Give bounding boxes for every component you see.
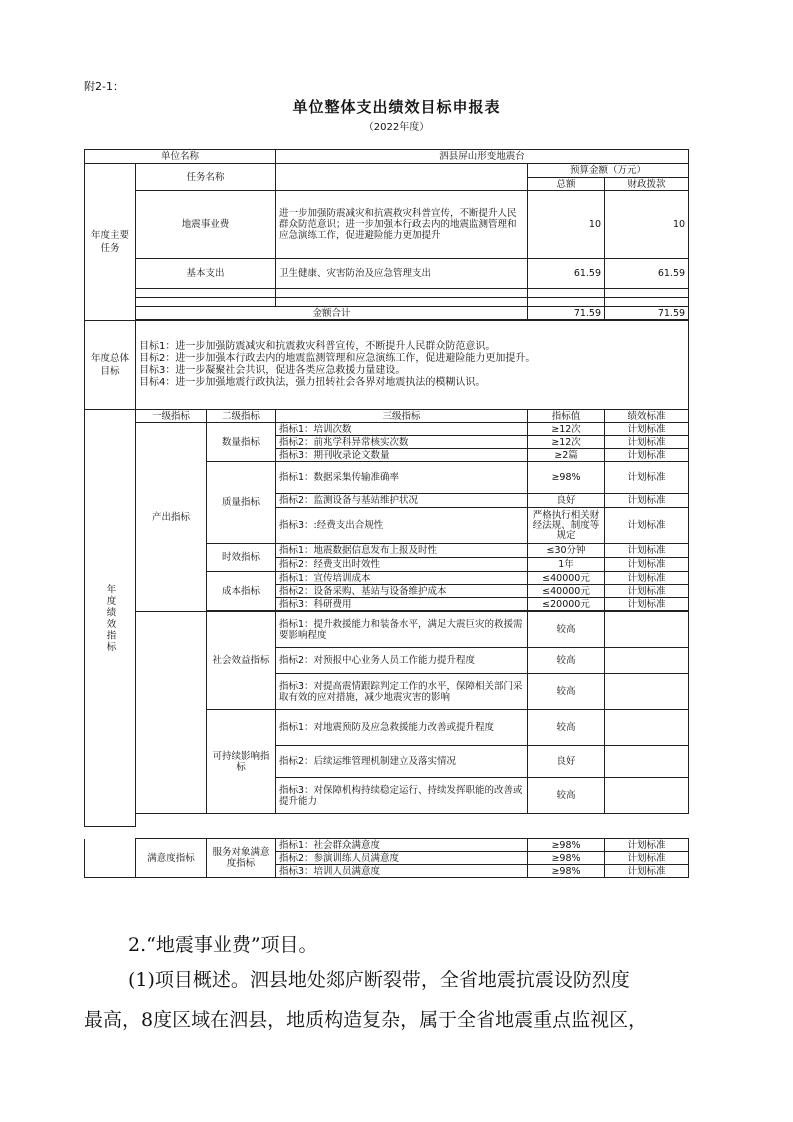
sum-total: 71.59 (528, 307, 605, 320)
indicator-name: 指标1：社会群众满意度 (276, 839, 528, 852)
indicator-name: 指标1：对地震预防及应急救援能力改善或提升程度 (276, 710, 528, 746)
goals-row (85, 321, 689, 410)
task-fiscal: 10 (605, 191, 689, 259)
indicator-standard: 计划标准 (605, 839, 689, 852)
l1-header: 一级指标 (136, 410, 207, 423)
indicator-standard: 计划标准 (605, 585, 689, 598)
indicator-name: 指标1：地震数据信息发布上报及时性 (276, 544, 528, 558)
performance-table (84, 149, 689, 827)
indicator-name: 指标2：对预报中心业务人员工作能力提升程度 (276, 648, 528, 674)
indicator-name: 指标1：提升救援能力和装备水平，满足大震巨灾的救援需要影响程度 (276, 612, 528, 648)
value-header: 指标值 (528, 410, 605, 423)
indicator-name: 指标2：经费支出时效性 (276, 558, 528, 572)
body-paragraph: (1)项目概述。泗县地处郯庐断裂带，全省地震抗震设防烈度 (128, 969, 630, 991)
indicator-value: 较高 (528, 778, 605, 814)
satisfaction-l1: 满意度指标 (136, 839, 207, 878)
indicator-section-text: 年度绩效指标 (104, 583, 116, 653)
indicator-value: ≤30分钟 (528, 544, 605, 558)
indicator-standard: 计划标准 (605, 449, 689, 462)
indicator-standard: 计划标准 (605, 572, 689, 585)
indicator-name: 指标3：培训人员满意度 (276, 865, 528, 878)
task-desc: 卫生健康、灾害防治及应急管理支出 (276, 259, 528, 289)
indicator-standard: 计划标准 (605, 558, 689, 572)
sum-fiscal: 71.59 (605, 307, 689, 320)
task-fiscal: 61.59 (605, 259, 689, 289)
indicator-standard: 计划标准 (605, 462, 689, 494)
unit-row (85, 150, 689, 164)
indicator-name: 指标3：科研费用 (276, 598, 528, 611)
indicator-value: 较高 (528, 648, 605, 674)
indicator-value: ≥98% (528, 865, 605, 878)
indicator-name: 指标1：数据采集传输准确率 (276, 462, 528, 494)
indicator-standard: 计划标准 (605, 508, 689, 544)
indicator-name: 指标3：期刊收录论文数量 (276, 449, 528, 462)
goal-item: 目标1：进一步加强防震减灾和抗震救灾科普宣传，不断提升人民群众防范意识。 (139, 341, 496, 352)
total-header: 总额 (528, 178, 605, 191)
section-annual-indicators (85, 410, 136, 827)
indicator-value: ≤40000元 (528, 585, 605, 598)
unit-label: 单位名称 (85, 150, 276, 164)
indicator-name: 指标2：设备采购、基站与设备维护成本 (276, 585, 528, 598)
budget-header-visible: 预算金额（万元） (528, 164, 689, 178)
task-total: 61.59 (528, 259, 605, 289)
indicator-name: 指标2：监测设备与基站维护状况 (276, 494, 528, 508)
goals-list (136, 321, 689, 410)
indicator-standard: 计划标准 (605, 436, 689, 449)
l2-header: 二级指标 (207, 410, 276, 423)
l3-header: 三级指标 (276, 410, 528, 423)
indicator-value: ≤20000元 (528, 598, 605, 611)
indicator-standard: 计划标准 (605, 544, 689, 558)
indicator-name: 指标2：后续运维管理机制建立及落实情况 (276, 746, 528, 778)
task-name: 基本支出 (136, 259, 276, 289)
indicator-value: 较高 (528, 612, 605, 648)
sum-label: 金额合计 (136, 307, 528, 320)
task-row (85, 191, 689, 259)
indicator-name: 指标3：:经费支出合规性 (276, 508, 528, 544)
indicator-name: 指标1：培训次数 (276, 423, 528, 436)
timeliness-l2: 时效指标 (207, 544, 276, 572)
indicator-name: 指标3：对保障机构持续稳定运行、持续发挥职能的改善或提升能力 (276, 778, 528, 814)
goal-item: 目标2：进一步加强本行政去内的地震监测管理和应急演练工作，促进避险能力更加提升。 (139, 353, 536, 364)
task-sum-row (85, 307, 689, 320)
form-year: （2022年度） (363, 122, 430, 133)
body-paragraph: 最高，8度区域在泗县，地质构造复杂，属于全省地震重点监视区， (84, 1009, 648, 1031)
section-annual-tasks: 年度主要任务 (85, 164, 136, 321)
indicator-value: ≥12次 (528, 436, 605, 449)
section-annual-goals: 年度总体目标 (85, 321, 136, 410)
task-total: 10 (528, 191, 605, 259)
indicator-name: 指标2：前兆学科异常核实次数 (276, 436, 528, 449)
indicator-value: ≤40000元 (528, 572, 605, 585)
task-desc-header (276, 164, 528, 191)
body-heading: 2.“地震事业费”项目。 (128, 934, 318, 956)
task-desc: 进一步加强防震减灾和抗震救灾科普宣传，不断提升人民群众防范意识；进一步加强本行政去内的地震监测管理和应急演练工作，促进避险能力更加提升 (276, 191, 528, 259)
indicator-value: 严格执行相关财经法规、制度等规定 (528, 508, 605, 544)
satisfaction-table (84, 838, 689, 878)
indicator-standard: 计划标准 (605, 865, 689, 878)
indicator-name: 指标1：宣传培训成本 (276, 572, 528, 585)
quality-l2: 质量指标 (207, 462, 276, 544)
satisfaction-l2: 服务对象满意度指标 (207, 839, 276, 878)
task-name: 地震事业费 (136, 191, 276, 259)
task-row (85, 259, 689, 289)
indicator-value: ≥98% (528, 852, 605, 865)
indicator-value: 良好 (528, 746, 605, 778)
fiscal-header: 财政拨款 (605, 178, 689, 191)
goal-item: 目标4：进一步加强地震行政执法，强力扭转社会各界对地震执法的模糊认识。 (139, 377, 486, 388)
indicator-standard-blank (605, 612, 689, 648)
indicator-value: 1年 (528, 558, 605, 572)
output-l1: 产出指标 (136, 423, 207, 612)
cost-l2: 成本指标 (207, 572, 276, 611)
indicator-standard: 计划标准 (605, 852, 689, 865)
indicator-value: ≥98% (528, 839, 605, 852)
indicator-standard: 计划标准 (605, 423, 689, 436)
task-name-header: 任务名称 (136, 164, 276, 191)
social-l2: 社会效益指标 (207, 612, 276, 710)
form-title: 单位整体支出绩效目标申报表 (292, 98, 501, 116)
indicator-value: ≥98% (528, 462, 605, 494)
indicator-name: 指标2：参演训练人员满意度 (276, 852, 528, 865)
attachment-label: 附2-1： (84, 80, 124, 93)
indicator-value: ≥12次 (528, 423, 605, 436)
quantity-l2: 数量指标 (207, 423, 276, 462)
indicator-standard: 计划标准 (605, 598, 689, 611)
unit-value: 泗县屏山形变地震台 (276, 150, 689, 164)
indicator-value: ≥2篇 (528, 449, 605, 462)
indicator-value: 良好 (528, 494, 605, 508)
indicator-value: 较高 (528, 710, 605, 746)
goal-item: 目标3：进一步凝聚社会共识，促进各类应急救援力量建设。 (139, 365, 406, 376)
sustain-l2: 可持续影响指标 (207, 710, 276, 814)
indicator-value: 较高 (528, 674, 605, 710)
standard-header: 绩效标准 (605, 410, 689, 423)
benefit-l1-blank (136, 612, 207, 814)
indicator-name: 指标3：对提高震情跟踪判定工作的水平，保障相关部门采取有效的应对措施，减少地震灾害的影响 (276, 674, 528, 710)
indicator-standard: 计划标准 (605, 494, 689, 508)
